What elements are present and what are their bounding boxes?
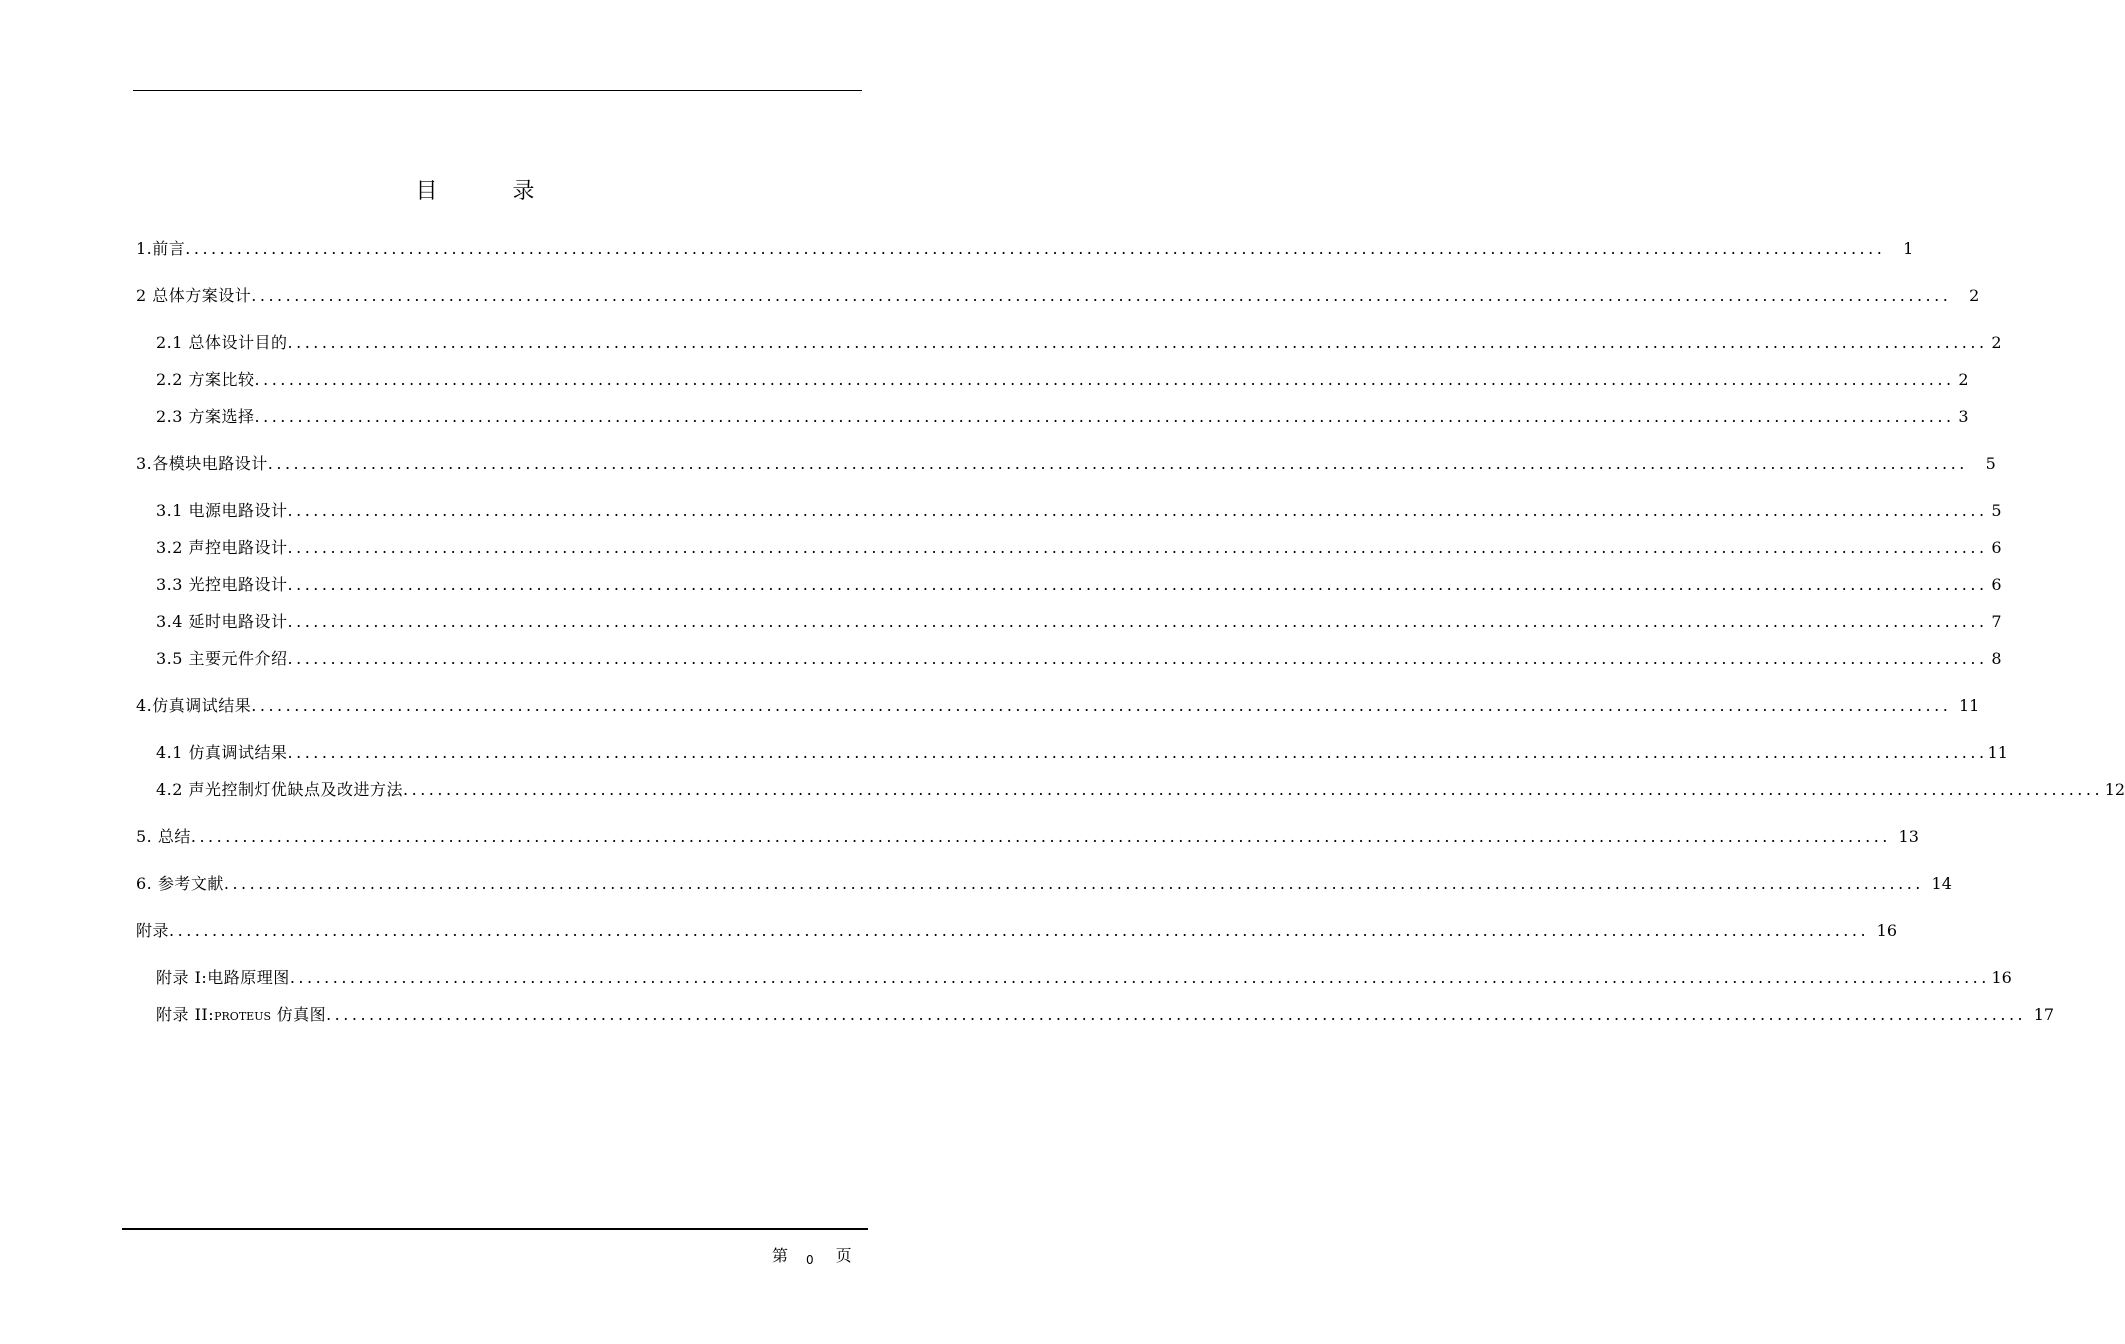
- toc-entry-page: 5: [1985, 454, 1996, 473]
- toc-entry[interactable]: [156, 404, 1969, 427]
- toc-leader: [185, 239, 1885, 258]
- toc-entry[interactable]: [136, 693, 1980, 716]
- toc-leader: [288, 333, 1988, 352]
- toc-entry[interactable]: [136, 871, 1952, 894]
- toc-entry-label: 2.3 方案选择: [156, 407, 255, 426]
- toc-entry-label: 附录 I:电路原理图: [156, 968, 290, 987]
- toc-entry-label: [156, 1002, 326, 1025]
- toc-leader: [288, 575, 1988, 594]
- toc-entry-page: 2: [1958, 370, 1969, 389]
- toc-leader: [268, 454, 1968, 473]
- toc-leader: [288, 501, 1988, 520]
- toc-entry-label: 3.2 声控电路设计: [156, 538, 288, 557]
- toc-entry-page: 13: [1898, 827, 1919, 846]
- toc-leader: [288, 612, 1988, 631]
- toc-entry-page: 2: [1969, 286, 1980, 305]
- toc-entry[interactable]: [136, 451, 1996, 474]
- toc-entry-page: 3: [1958, 407, 1969, 426]
- toc-entry[interactable]: [156, 965, 2012, 988]
- toc-entry[interactable]: [156, 535, 2002, 558]
- toc-entry-label: 2 总体方案设计: [136, 286, 252, 305]
- toc-entry-page: 17: [2033, 1005, 2055, 1024]
- footer-rule: [122, 1228, 868, 1230]
- toc-entry-label: 2.1 总体设计目的: [156, 333, 288, 352]
- toc-entry-page: 11: [1987, 743, 2008, 762]
- toc-leader: [326, 1005, 2026, 1024]
- toc-entry-label: 附录: [136, 921, 170, 940]
- toc-leader: [288, 649, 1988, 668]
- toc-entry-page: 6: [1991, 538, 2002, 557]
- toc-entry-label: 6. 参考文献: [136, 874, 224, 893]
- toc-entry-label: 4.1 仿真调试结果: [156, 743, 288, 762]
- toc-entry[interactable]: [156, 367, 1969, 390]
- toc-entry[interactable]: [136, 283, 1980, 306]
- footer-prefix: 第: [772, 1246, 789, 1265]
- toc-title: 目 录: [415, 179, 569, 204]
- toc-entry-page: 8: [1991, 649, 2002, 668]
- toc-entry-label: 4.仿真调试结果: [136, 696, 252, 715]
- toc-entry[interactable]: [156, 740, 2008, 763]
- toc-leader: [403, 780, 2103, 799]
- toc-entry[interactable]: [156, 609, 2002, 632]
- toc-entry-label: 5. 总结: [136, 827, 191, 846]
- toc-entry[interactable]: [136, 236, 1914, 259]
- toc-entry-page: 14: [1931, 874, 1952, 893]
- toc-leader: [290, 968, 1990, 987]
- footer-suffix: 页: [835, 1246, 852, 1265]
- toc-entry-page: 7: [1991, 612, 2002, 631]
- toc-leader: [288, 538, 1988, 557]
- toc-leader: [224, 874, 1924, 893]
- toc-entry[interactable]: [156, 498, 2002, 521]
- toc-leader: [255, 370, 1955, 389]
- toc-entry-page: 16: [1991, 968, 2012, 987]
- toc-leader: [169, 921, 1869, 940]
- toc-entry-page: 2: [1991, 333, 2002, 352]
- footer-page-number: 0: [806, 1253, 814, 1267]
- toc-entry[interactable]: [136, 918, 1898, 941]
- toc-entry[interactable]: [156, 646, 2002, 669]
- toc-entry-page: 6: [1991, 575, 2002, 594]
- toc-entry-label-prefix: 附录 II:: [156, 1005, 215, 1024]
- page-footer: [772, 1243, 852, 1266]
- toc-entry[interactable]: [156, 572, 2002, 595]
- toc-entry-label: 3.各模块电路设计: [136, 454, 268, 473]
- toc-entry-label-caps: PROTEUS: [214, 1010, 271, 1023]
- toc-entry-label: 3.1 电源电路设计: [156, 501, 288, 520]
- toc-entry-page: 11: [1958, 696, 1980, 715]
- toc-entry-label: 1.前言: [136, 239, 186, 258]
- toc-entry-label: 4.2 声光控制灯优缺点及改进方法: [156, 780, 404, 799]
- toc-entry[interactable]: [156, 330, 2002, 353]
- toc-entry[interactable]: [136, 824, 1919, 847]
- toc-leader: [255, 407, 1955, 426]
- toc-entry-page: 12: [2104, 780, 2125, 799]
- toc-entry-label: 3.5 主要元件介绍: [156, 649, 288, 668]
- toc-entry-label: 2.2 方案比较: [156, 370, 255, 389]
- toc-leader: [288, 743, 1988, 762]
- toc-entry-page: 5: [1991, 501, 2002, 520]
- toc-entry-label-suffix: 仿真图: [271, 1005, 327, 1024]
- toc-entry-page: 1: [1903, 239, 1914, 258]
- toc-leader: [251, 286, 1951, 305]
- toc-leader: [251, 696, 1951, 715]
- toc-entry-page: 16: [1876, 921, 1898, 940]
- toc-entry-label: 3.3 光控电路设计: [156, 575, 288, 594]
- toc-entry-label: 3.4 延时电路设计: [156, 612, 288, 631]
- toc-entry[interactable]: [156, 1002, 2055, 1025]
- toc-entry[interactable]: [156, 777, 2125, 800]
- toc-leader: [191, 827, 1891, 846]
